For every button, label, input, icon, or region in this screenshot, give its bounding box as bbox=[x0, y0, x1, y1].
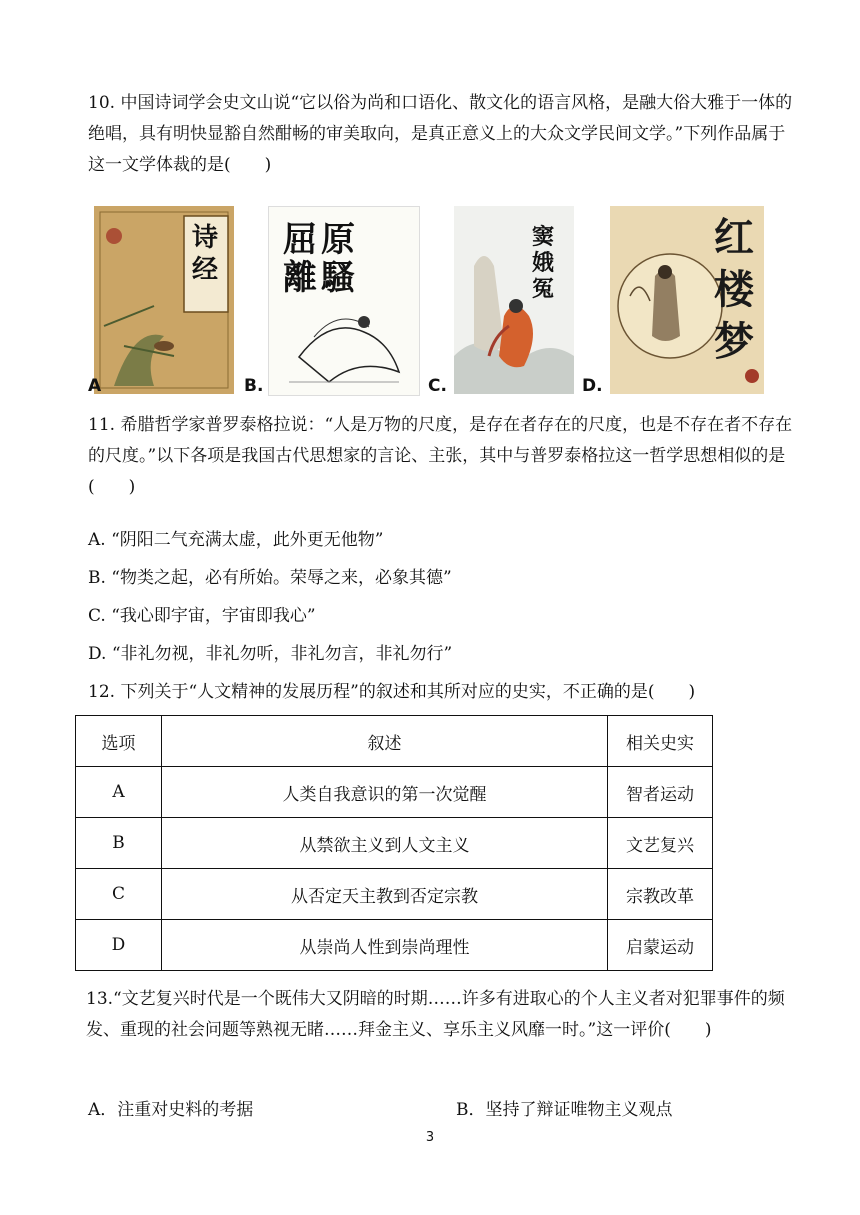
table-cell: B bbox=[76, 818, 162, 869]
table-header-row bbox=[76, 716, 713, 767]
book-cover-title: 屈原 離騷 bbox=[283, 220, 359, 298]
table-row bbox=[76, 920, 713, 971]
question-13-option-b: B．坚持了辩证唯物主义观点 bbox=[456, 1100, 673, 1120]
question-12-text: 12. 下列关于“人文精神的发展历程”的叙述和其所对应的史实，不正确的是( ) bbox=[88, 682, 696, 702]
table-cell: 人类自我意识的第一次觉醒 bbox=[162, 767, 608, 818]
option-c-label: C. bbox=[428, 376, 447, 396]
table-cell: D bbox=[76, 920, 162, 971]
table-cell: 文艺复兴 bbox=[608, 818, 713, 869]
book-cover-hongloumeng-image bbox=[610, 206, 764, 394]
table-cell: 宗教改革 bbox=[608, 869, 713, 920]
question-11-text: 11. 希腊哲学家普罗泰格拉说：“人是万物的尺度，是存在者存在的尺度，也是不存在者不存在的尺度。”以下各项是我国古代思想家的言论、主张，其中与普罗泰格拉这一哲学思想相似的是( ) bbox=[88, 415, 793, 497]
question-13-text: 13.“文艺复兴时代是一个既伟大又阴暗的时期……许多有进取心的个人主义者对犯罪事件的频发、重现的社会问题等熟视无睹……拜金主义、享乐主义风靡一时。”这一评价( ) bbox=[86, 989, 785, 1040]
book-cover-title: 诗经 bbox=[192, 223, 219, 285]
question-10-text: 10. 中国诗词学会史文山说“它以俗为尚和口语化、散文化的语言风格，是融大俗大雅于一体的绝唱，具有明快显豁自然酣畅的审美取向，是真正意义上的大众文学民间文学。”下列作品属于这一文学体裁的是( ) bbox=[88, 93, 793, 175]
book-cover-title: 红楼梦 bbox=[714, 214, 754, 365]
question-10-image-options bbox=[88, 206, 788, 398]
table-header-cell: 叙述 bbox=[162, 716, 608, 767]
table-cell: A bbox=[76, 767, 162, 818]
question-11-option-a: A. “阴阳二气充满太虚，此外更无他物” bbox=[88, 530, 384, 550]
table-header-cell: 相关史实 bbox=[608, 716, 713, 767]
question-11-option-d: D. “非礼勿视，非礼勿听，非礼勿言，非礼勿行” bbox=[88, 644, 453, 664]
table-cell: 从崇尚人性到崇尚理性 bbox=[162, 920, 608, 971]
book-cover-title: 窦娥冤 bbox=[532, 224, 555, 302]
book-cover-dou-e-yuan-image bbox=[454, 206, 574, 394]
question-11-option-c: C. “我心即宇宙，宇宙即我心” bbox=[88, 606, 316, 626]
question-13-option-a: A．注重对史料的考据 bbox=[88, 1100, 254, 1120]
table-header-cell: 选项 bbox=[76, 716, 162, 767]
option-d-label: D. bbox=[582, 376, 603, 396]
table-cell: C bbox=[76, 869, 162, 920]
question-11-option-b: B. “物类之起，必有所始。荣辱之来，必象其德” bbox=[88, 568, 452, 588]
question-12-table bbox=[75, 715, 713, 971]
table-row bbox=[76, 767, 713, 818]
book-cover-shijing-image bbox=[94, 206, 234, 394]
table-cell: 从禁欲主义到人文主义 bbox=[162, 818, 608, 869]
table-cell: 启蒙运动 bbox=[608, 920, 713, 971]
page-number: 3 bbox=[425, 1130, 435, 1145]
table-cell: 从否定天主教到否定宗教 bbox=[162, 869, 608, 920]
table-row bbox=[76, 818, 713, 869]
table-cell: 智者运动 bbox=[608, 767, 713, 818]
book-cover-lisao-image bbox=[268, 206, 420, 396]
option-b-label: B. bbox=[244, 376, 264, 396]
option-a-label: A bbox=[88, 376, 102, 396]
table-row bbox=[76, 869, 713, 920]
